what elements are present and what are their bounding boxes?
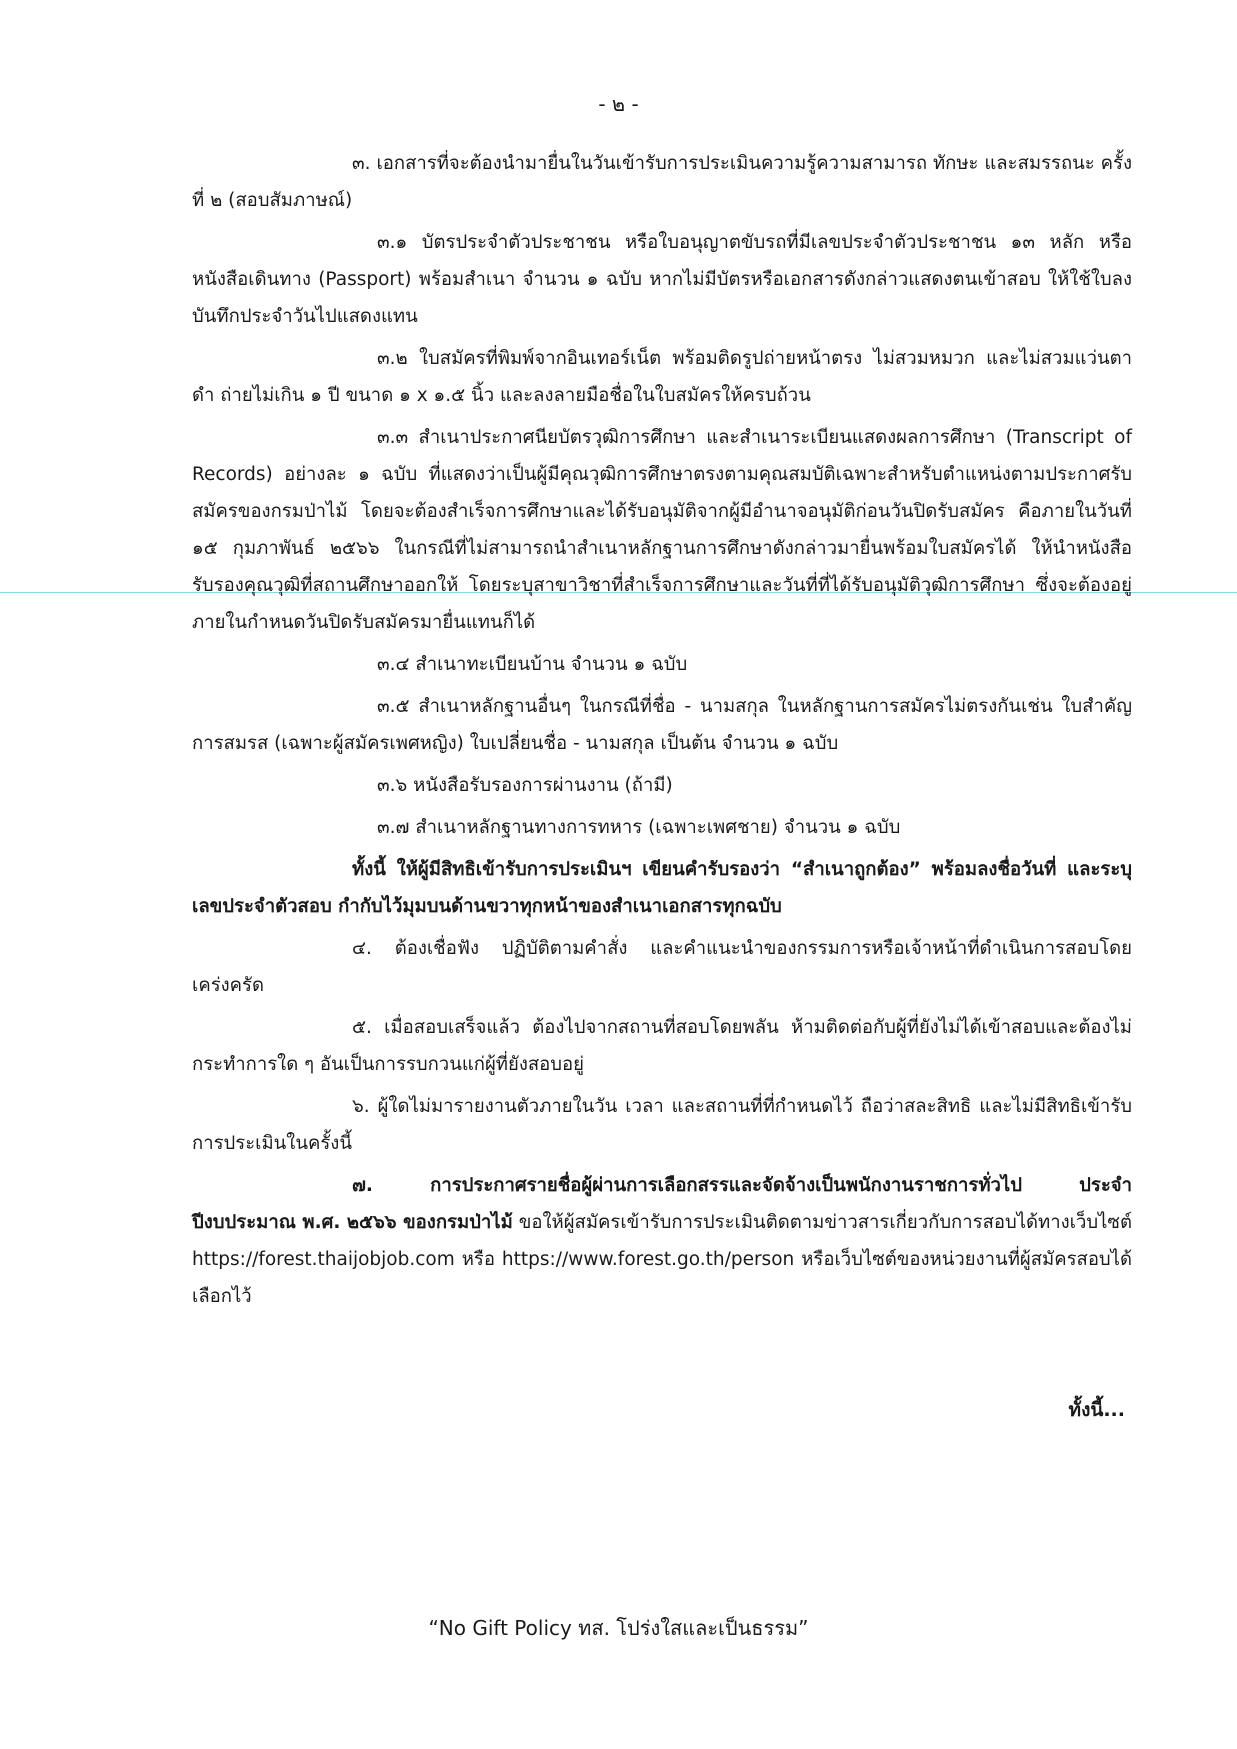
item-3-3: ๓.๓ สำเนาประกาศนียบัตรวุฒิการศึกษา และสำเนาระเบียนแสดงผลการศึกษา (Transcript of Records) อย่างละ ๑ ฉบับ ที่แสดงว่าเป็นผู้มีคุณวุฒิการศึกษาตรงตามคุณสมบัติเฉพาะสำหรับตำแหน่งตามประกาศรับสมัครของกรมป่าไม้ โดยจะต้องสำเร็จการศึกษาและได้รับอนุมัติจากผู้มีอำนาจอนุมัติก่อนวันปิดรับสมัคร คือภายในวันที่ ๑๕ กุมภาพันธ์ ๒๕๖๖ ในกรณีที่ไม่สามารถนำสำเนาหลักฐานการศึกษาดังกล่าวมายื่นพร้อมใบสมัครได้ ให้นำหนังสือรับรองคุณวุฒิที่สถานศึกษาออกให้ โดยระบุสาขาวิชาที่สำเร็จการศึกษาและวันที่ที่ได้รับอนุมัติวุฒิการศึกษา ซึ่งจะต้องอยู่ภายในกำหนดวันปิดรับสมัครมายื่นแทนก็ได้ — [192, 427, 1132, 633]
item-3-5: ๓.๕ สำเนาหลักฐานอื่นๆ ในกรณีที่ชื่อ - นามสกุล ในหลักฐานการสมัครไม่ตรงกันเช่น ใบสำคัญการสมรส (เฉพาะผู้สมัครเพศหญิง) ใบเปลี่ยนชื่อ - นามสกุล เป็นต้น จำนวน ๑ ฉบับ — [192, 696, 1132, 754]
footer-slogan: “No Gift Policy ทส. โปร่งใสและเป็นธรรม” — [428, 1616, 809, 1640]
item-3-heading: ๓. เอกสารที่จะต้องนำมายื่นในวันเข้ารับการประเมินความรู้ความสามารถ ทักษะ และสมรรถนะ ครั้งที่ ๒ (สอบสัมภาษณ์) — [192, 153, 1132, 211]
item-6: ๖. ผู้ใดไม่มารายงานตัวภายในวัน เวลา และสถานที่ที่กำหนดไว้ ถือว่าสละสิทธิ และไม่มีสิทธิเข้ารับการประเมินในครั้งนี้ — [192, 1096, 1132, 1154]
item-3-2: ๓.๒ ใบสมัครที่พิมพ์จากอินเทอร์เน็ต พร้อมติดรูปถ่ายหน้าตรง ไม่สวมหมวก และไม่สวมแว่นตาดำ ถ่ายไม่เกิน ๑ ปี ขนาด ๑ x ๑.๕ นิ้ว และลงลายมือชื่อในใบสมัครให้ครบถ้วน — [192, 348, 1132, 406]
item-7-bold: ๗. การประกาศรายชื่อผู้ผ่านการเลือกสรรและจัดจ้างเป็นพนักงานราชการทั่วไป ประจำปีงบประมาณ พ.ศ. ๒๕๖๖ ของกรมป่าไม้ — [192, 1175, 1132, 1233]
item-5: ๕. เมื่อสอบเสร็จแล้ว ต้องไปจากสถานที่สอบโดยพลัน ห้ามติดต่อกับผู้ที่ยังไม่ได้เข้าสอบและต้องไม่กระทำการใด ๆ อันเป็นการรบกวนแก่ผู้ที่ยังสอบอยู่ — [192, 1017, 1132, 1075]
item-4: ๔. ต้องเชื่อฟัง ปฏิบัติตามคำสั่ง และคำแนะนำของกรรมการหรือเจ้าหน้าที่ดำเนินการสอบโดยเคร่งครัด — [192, 938, 1132, 996]
item-3-6: ๓.๖ หนังสือรับรองการผ่านงาน (ถ้ามี) — [377, 775, 673, 796]
document-body — [192, 145, 1132, 1320]
continuation-marker: ทั้งนี้... — [1068, 1399, 1125, 1421]
item-3-4: ๓.๔ สำเนาทะเบียนบ้าน จำนวน ๑ ฉบับ — [377, 654, 688, 675]
page-number: - ๒ - — [598, 92, 639, 116]
certification-note: ทั้งนี้ ให้ผู้มีสิทธิเข้ารับการประเมินฯ เขียนคำรับรองว่า “สำเนาถูกต้อง” พร้อมลงชื่อวันที่ และระบุเลขประจำตัวสอบ กำกับไว้มุมบนด้านขวาทุกหน้าของสำเนาเอกสารทุกฉบับ — [192, 859, 1132, 917]
item-7 — [192, 1167, 1132, 1315]
item-3-7: ๓.๗ สำเนาหลักฐานทางการทหาร (เฉพาะเพศชาย) จำนวน ๑ ฉบับ — [377, 817, 901, 838]
item-3-1: ๓.๑ บัตรประจำตัวประชาชน หรือใบอนุญาตขับรถที่มีเลขประจำตัวประชาชน ๑๓ หลัก หรือหนังสือเดินทาง (Passport) พร้อมสำเนา จำนวน ๑ ฉบับ หากไม่มีบัตรหรือเอกสารดังกล่าวแสดงตนเข้าสอบ ให้ใช้ใบลงบันทึกประจำวันไปแสดงแทน — [192, 232, 1132, 327]
item-7-rest: ขอให้ผู้สมัครเข้ารับการประเมินติดตามข่าวสารเกี่ยวกับการสอบได้ทางเว็บไซต์ https://forest.thaijobjob.com หรือ https://www.forest.go.th/person หรือเว็บไซต์ของหน่วยงานที่ผู้สมัครสอบได้เลือกไว้ — [192, 1212, 1132, 1307]
